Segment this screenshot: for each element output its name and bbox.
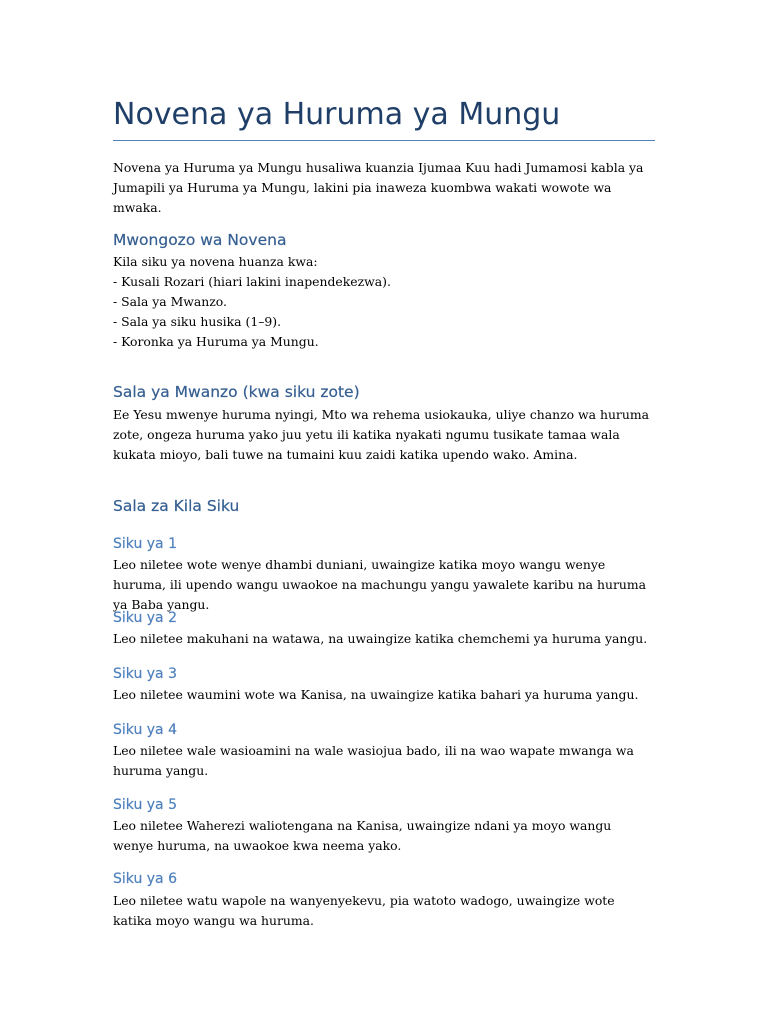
day-2-heading: Siku ya 2 [113,610,177,626]
intro-paragraph: Novena ya Huruma ya Mungu husaliwa kuanzia Ijumaa Kuu hadi Jumamosi kabla ya Jumapili ya Huruma ya Mungu, lakini pia inaweza kuombwa wakati wowote wa mwaka. [113,160,644,215]
list-item: - Koronka ya Huruma ya Mungu. [113,334,319,349]
document-title: Novena ya Huruma ya Mungu [113,97,561,132]
guide-list [113,272,655,352]
day-1-heading: Siku ya 1 [113,536,177,552]
opening-prayer-heading: Sala ya Mwanzo (kwa siku zote) [113,383,360,401]
title-underline [113,140,655,141]
list-item: - Sala ya siku husika (1–9). [113,314,282,329]
day-2-text: Leo niletee makuhani na watawa, na uwaingize katika chemchemi ya huruma yangu. [113,631,648,646]
day-3-text: Leo niletee waumini wote wa Kanisa, na uwaingize katika bahari ya huruma yangu. [113,687,639,702]
day-6-heading: Siku ya 6 [113,871,177,887]
day-5-text: Leo niletee Waherezi waliotengana na Kanisa, uwaingize ndani ya moyo wangu wenye huruma, na uwaokoe kwa neema yako. [113,818,612,853]
guide-lead: Kila siku ya novena huanza kwa: [113,254,318,269]
day-3-heading: Siku ya 3 [113,666,177,682]
list-item: - Sala ya Mwanzo. [113,294,227,309]
day-6-text: Leo niletee watu wapole na wanyenyekevu, pia watoto wadogo, uwaingize wote katika moyo wangu wa huruma. [113,893,615,928]
daily-prayers-heading: Sala za Kila Siku [113,497,240,515]
day-1-text: Leo niletee wote wenye dhambi duniani, uwaingize katika moyo wangu wenye huruma, ili upendo wangu uwaokoe na machungu yangu yawalete karibu na huruma ya Baba yangu. [113,557,647,612]
opening-prayer-text: Ee Yesu mwenye huruma nyingi, Mto wa rehema usiokauka, uliye chanzo wa huruma zote, ongeza huruma yako juu yetu ili katika nyakati ngumu tusikate tamaa wala kukata mioyo, bali tuwe na tumaini kuu zaidi katika upendo wako. Amina. [113,407,649,462]
guide-heading: Mwongozo wa Novena [113,231,287,249]
day-4-text: Leo niletee wale wasioamini na wale wasiojua bado, ili na wao wapate mwanga wa huruma yangu. [113,743,634,778]
list-item: - Kusali Rozari (hiari lakini inapendekezwa). [113,274,391,289]
guide-section [113,252,655,352]
day-5-heading: Siku ya 5 [113,797,177,813]
day-4-heading: Siku ya 4 [113,722,177,738]
